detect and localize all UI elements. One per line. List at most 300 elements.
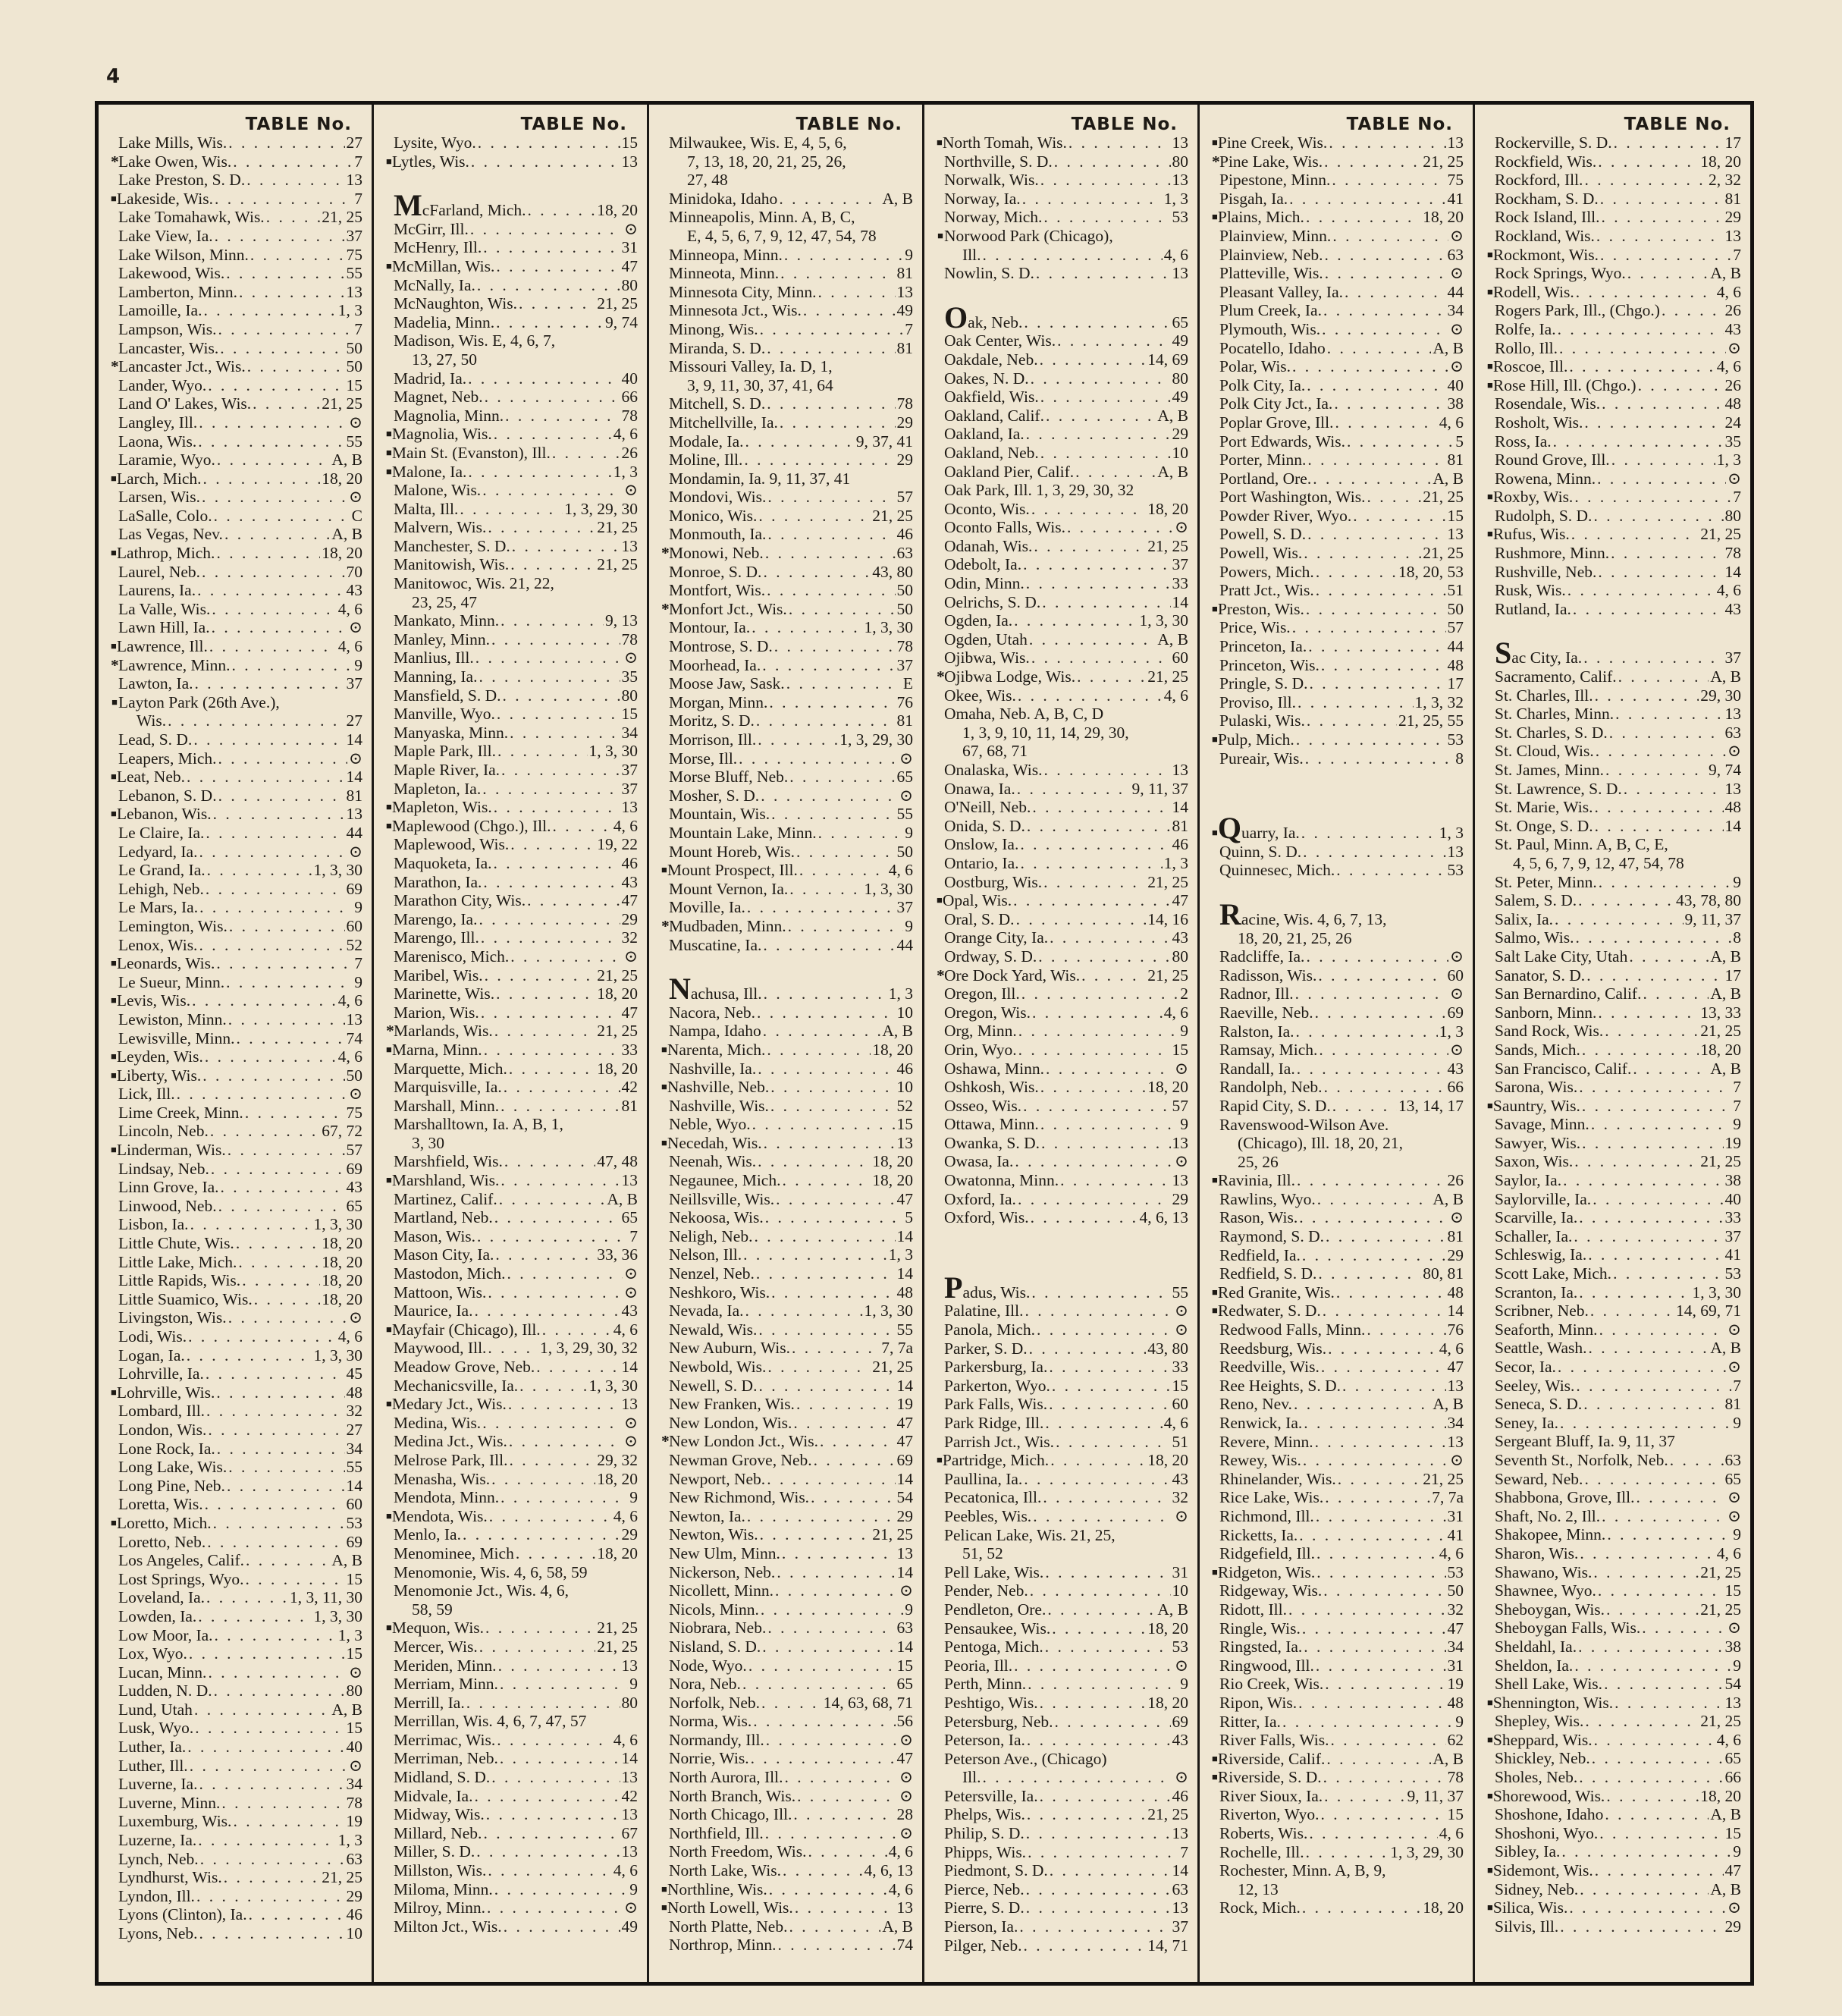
station-name-text: 25, 26	[1238, 1152, 1279, 1171]
station-name-text: Oakland Pier, Calif.	[944, 462, 1075, 481]
dot-leader	[1020, 835, 1170, 854]
table-number: 1, 3	[1163, 853, 1188, 872]
station-name	[1219, 1656, 1314, 1675]
station-name-text: Merrill, Ia.	[394, 1693, 465, 1712]
station-name-text: Mansfield, S. D.	[394, 686, 501, 705]
station-name	[1493, 246, 1599, 265]
dot-leader	[1336, 861, 1445, 880]
station-name-text: Niobrara, Neb.	[669, 1619, 767, 1638]
station-name	[669, 656, 761, 675]
station-entry	[1487, 1470, 1741, 1489]
station-name	[117, 469, 202, 488]
station-entry	[1212, 283, 1464, 302]
table-number: 9	[1733, 872, 1741, 891]
table-number: ⊙	[1174, 518, 1188, 537]
station-name-text: Oral, S. D.	[944, 909, 1015, 928]
station-name-text: Morse Bluff, Neb.	[669, 768, 789, 787]
station-name-text: St. Cloud, Wis.	[1495, 742, 1594, 761]
dot-leader	[1045, 1414, 1162, 1433]
station-name-text: Lawrence, Ill.	[116, 637, 208, 656]
station-name	[1219, 1805, 1319, 1824]
station-name	[669, 488, 766, 507]
station-entry	[1487, 133, 1741, 152]
station-name	[394, 705, 495, 724]
dot-leader	[470, 220, 623, 239]
dot-leader	[1057, 331, 1170, 350]
table-number: 50	[346, 338, 362, 357]
station-name	[394, 686, 501, 705]
station-name-text: St. Lawrence, S. D.	[1495, 779, 1622, 798]
station-name-text: Lowden, Ia.	[118, 1606, 197, 1625]
station-name	[117, 768, 185, 787]
dot-leader	[761, 1600, 903, 1619]
station-entry	[937, 425, 1188, 444]
station-entry	[111, 1290, 362, 1309]
table-number: 21, 25	[1423, 544, 1464, 563]
station-name	[118, 432, 196, 451]
station-name	[962, 724, 1129, 743]
station-entry	[386, 1283, 638, 1302]
station-name-text: La Valle, Wis.	[118, 599, 211, 618]
station-name	[669, 1171, 780, 1190]
station-name	[118, 1887, 195, 1906]
table-number: 65	[1172, 312, 1188, 331]
station-name	[1219, 1097, 1331, 1116]
station-name	[1219, 581, 1314, 600]
station-name	[669, 1842, 806, 1861]
table-number: 4, 6	[1163, 1414, 1188, 1432]
station-entry	[386, 1432, 638, 1451]
station-name	[1495, 469, 1596, 488]
station-name-text: Lake Preston, S. D.	[118, 171, 246, 190]
station-name	[1495, 339, 1558, 358]
dot-leader	[1307, 525, 1445, 544]
dot-leader	[1056, 1433, 1170, 1452]
dot-leader	[1302, 1619, 1446, 1638]
station-name-text: Pentoga, Mich.	[944, 1638, 1043, 1656]
table-number: 47	[1172, 891, 1188, 910]
station-name-text: St. Charles, Ill.	[1495, 686, 1593, 705]
station-name	[394, 947, 509, 966]
station-entry	[386, 444, 638, 463]
station-entry	[111, 1700, 362, 1719]
station-name-text: Mapleton, Wis.	[391, 798, 492, 817]
station-entry	[111, 1402, 362, 1421]
dot-leader	[1580, 1544, 1715, 1563]
table-number: 21, 25	[597, 1022, 638, 1041]
station-entry	[386, 1041, 638, 1060]
station-name-text: Palatine, Ill.	[944, 1302, 1024, 1320]
table-number: 49	[1172, 331, 1188, 350]
station-name-text: Riverton, Wyo.	[1219, 1805, 1320, 1824]
station-name	[394, 537, 510, 556]
station-name	[394, 928, 479, 947]
table-number: 13	[346, 1010, 362, 1028]
dot-leader	[1316, 563, 1397, 582]
table-number: 18, 20	[322, 1252, 362, 1271]
station-name-text: Rice Lake, Wis.	[1219, 1488, 1324, 1507]
station-name	[1219, 1824, 1307, 1843]
station-name	[1218, 1563, 1315, 1582]
station-name	[1219, 1414, 1302, 1433]
table-number: 33, 36	[597, 1245, 638, 1264]
dot-leader	[1304, 1638, 1445, 1656]
dot-leader	[769, 1880, 887, 1899]
table-number: 15	[896, 1656, 913, 1675]
station-name	[944, 1917, 1018, 1936]
station-name-text: Pelican Lake, Wis. 21, 25,	[944, 1525, 1116, 1544]
table-number: 78	[1724, 544, 1741, 563]
station-entry	[937, 1861, 1188, 1880]
station-entry	[1487, 1264, 1741, 1283]
station-name-text: Luther, Ia.	[118, 1738, 187, 1757]
station-entry	[661, 749, 913, 768]
station-name	[412, 1600, 453, 1619]
station-name	[394, 481, 481, 500]
dot-leader	[463, 1525, 620, 1544]
station-name	[944, 1656, 1012, 1675]
dot-leader	[205, 1495, 345, 1514]
dot-leader	[213, 1514, 345, 1533]
dot-leader	[742, 1675, 896, 1694]
station-name	[669, 413, 778, 432]
station-name-text: Mayfair (Chicago), Ill.	[391, 1320, 541, 1339]
station-name-text: Ogden, Utah	[944, 630, 1028, 648]
table-number: A, B	[1432, 1189, 1464, 1208]
station-name-text: Nowlin, S. D.	[944, 264, 1034, 283]
dot-leader	[793, 1414, 895, 1433]
dot-leader	[1081, 966, 1146, 985]
table-number: A, B	[1710, 947, 1741, 966]
table-number: 41	[1724, 1245, 1741, 1264]
station-entry	[111, 1794, 362, 1813]
station-name-text: Peterson Ave., (Chicago)	[944, 1749, 1107, 1768]
station-entry	[1212, 947, 1464, 966]
station-name	[944, 1152, 1013, 1171]
dot-leader	[763, 936, 895, 955]
station-name	[1495, 1451, 1668, 1470]
dot-leader	[1052, 1619, 1146, 1638]
table-number: 13	[1172, 1133, 1188, 1152]
station-name	[1495, 1805, 1603, 1824]
station-entry	[1487, 1414, 1741, 1433]
station-name	[1495, 1917, 1558, 1936]
station-name	[944, 1377, 1050, 1396]
station-entry	[111, 394, 362, 413]
station-entry	[1212, 544, 1464, 563]
station-name	[1495, 1377, 1574, 1396]
station-name	[1219, 432, 1345, 451]
table-number: 18, 20	[322, 544, 362, 563]
table-number: ⊙	[1727, 1506, 1741, 1525]
table-number: 9	[905, 916, 913, 935]
station-name	[1495, 1470, 1583, 1489]
dot-leader	[466, 1694, 620, 1713]
table-number: 55	[1172, 1283, 1188, 1302]
dot-leader	[818, 824, 904, 843]
station-name	[1219, 152, 1323, 171]
dot-leader	[510, 724, 620, 743]
station-name-text: Salmo, Wis.	[1495, 928, 1574, 947]
station-entry	[1487, 563, 1741, 582]
dot-leader	[1602, 394, 1723, 413]
station-name	[118, 1402, 205, 1421]
station-name-text: Sheldahl, Ia.	[1495, 1637, 1577, 1656]
dot-leader	[246, 1551, 330, 1570]
dot-leader	[1563, 1171, 1723, 1190]
dot-leader	[1574, 1152, 1699, 1171]
table-number: 9	[1180, 1675, 1188, 1694]
table-number: ⊙	[1449, 357, 1464, 376]
station-name-text: Salt Lake City, Utah	[1495, 947, 1628, 966]
station-name	[394, 1470, 490, 1489]
station-entry	[111, 1253, 362, 1272]
station-name	[1219, 1060, 1295, 1079]
station-name-text: Mount Horeb, Wis.	[669, 842, 795, 861]
station-name-text: McNally, Ia.	[394, 275, 475, 294]
table-number: 34	[1447, 1638, 1464, 1656]
table-number: 7, 7a	[881, 1339, 913, 1358]
dot-leader	[1050, 1451, 1146, 1470]
station-name-text: Marquette, Mich.	[394, 1059, 507, 1078]
station-name	[944, 444, 1039, 463]
station-name-text: Montour, Ia.	[669, 618, 751, 637]
station-name	[944, 667, 1075, 686]
station-entry	[1487, 1041, 1741, 1060]
dot-leader	[1032, 1003, 1163, 1022]
station-name	[944, 1675, 1026, 1694]
station-name	[1495, 1208, 1577, 1227]
table-number: 13, 14, 17	[1398, 1096, 1464, 1115]
dot-leader	[501, 611, 604, 630]
station-name-text: Levis, Wis.	[116, 991, 191, 1010]
station-name	[394, 1768, 490, 1787]
station-name-text: Ojibwa, Wis.	[944, 648, 1030, 667]
dot-leader	[1599, 1824, 1723, 1843]
station-name-text: 51, 52	[962, 1544, 1003, 1563]
station-name-text: Sand Rock, Wis.	[1495, 1022, 1604, 1041]
station-name-text: 12, 13	[1238, 1879, 1279, 1898]
dot-leader	[1609, 724, 1724, 743]
station-name	[962, 742, 1028, 761]
dot-leader	[1040, 444, 1171, 463]
dot-leader	[1323, 1581, 1445, 1600]
station-name-text: Ringwood, Ill.	[1219, 1656, 1314, 1675]
station-entry	[386, 425, 638, 444]
station-entry	[1212, 929, 1464, 948]
station-name-text: Milton Jct., Wis.	[394, 1917, 502, 1936]
station-name	[669, 190, 777, 209]
dot-leader	[982, 246, 1162, 265]
station-name-text: Marshall, Minn.	[394, 1096, 500, 1115]
station-name-text: Rockmont, Wis.	[1492, 245, 1599, 264]
dot-leader	[1345, 283, 1446, 302]
station-name-text: Rosholt, Wis.	[1495, 413, 1583, 432]
table-number: 21, 25	[1700, 1712, 1741, 1731]
table-number: 55	[896, 1320, 913, 1339]
station-entry	[111, 1850, 362, 1869]
station-name-text: Piedmont, S. D.	[944, 1861, 1048, 1880]
station-name	[667, 1898, 793, 1917]
station-entry	[1487, 1619, 1741, 1638]
station-name	[1495, 667, 1617, 686]
dot-leader	[797, 1787, 898, 1806]
station-entry	[1487, 1805, 1741, 1824]
table-number: 75	[346, 1103, 362, 1122]
dot-leader	[811, 1488, 895, 1507]
station-entry	[386, 1264, 638, 1283]
dot-leader	[1594, 1731, 1715, 1750]
table-number: ⊙	[1174, 1320, 1188, 1339]
station-entry	[111, 1141, 362, 1160]
dot-leader	[1033, 1507, 1173, 1526]
station-name	[669, 1749, 749, 1768]
station-name-text: Milwaukee, Wis. E, 4, 5, 6,	[669, 133, 847, 152]
station-entry	[386, 705, 638, 724]
station-name	[1219, 1731, 1329, 1750]
station-name	[118, 1831, 196, 1850]
station-name-text: Mondamin, Ia. 9, 11, 37, 41	[669, 469, 851, 488]
table-number: 81	[896, 711, 913, 730]
station-name-text: Morrison, Ill.	[669, 730, 757, 749]
station-name-text: Lynch, Neb.	[118, 1849, 199, 1868]
dot-leader	[199, 843, 347, 862]
station-name	[669, 768, 788, 787]
station-name-text: Malone, Wis.	[394, 481, 482, 500]
station-name-text: Shorewood, Wis.	[1492, 1786, 1605, 1805]
station-name-text: Ralston, Ia.	[1219, 1022, 1294, 1041]
station-entry	[1487, 1544, 1741, 1563]
station-entry	[111, 1364, 362, 1383]
station-name	[669, 1694, 760, 1713]
dot-leader	[1046, 1060, 1173, 1079]
station-name-text: Onawa, Ia.	[944, 779, 1015, 798]
station-entry	[1487, 798, 1741, 817]
station-name-text: Shawano, Wis.	[1495, 1562, 1593, 1581]
station-entry	[1487, 780, 1741, 799]
station-name-text: Quinnesec, Mich.	[1219, 861, 1335, 880]
station-entry	[1212, 1116, 1464, 1135]
station-name-text: Little Rapids, Wis.	[118, 1271, 241, 1290]
table-number: 46	[896, 1059, 913, 1078]
station-entry	[1487, 1339, 1741, 1358]
station-entry	[937, 947, 1188, 966]
station-name-text: Lead, S. D.	[118, 730, 193, 749]
station-name-text: Saylorville, Ia.	[1495, 1189, 1592, 1208]
table-number: 80	[1172, 152, 1188, 171]
station-name-text: Manley, Minn.	[394, 630, 490, 648]
station-name	[394, 518, 486, 537]
dot-leader	[1670, 1451, 1724, 1470]
station-entry	[1212, 1488, 1464, 1507]
station-name	[118, 1924, 198, 1943]
station-name	[394, 1283, 486, 1302]
dot-leader	[1306, 208, 1421, 227]
table-number: 32	[621, 928, 638, 947]
station-entry	[1212, 1470, 1464, 1489]
dot-leader	[1326, 1750, 1431, 1769]
dot-leader	[780, 413, 896, 432]
dot-leader	[477, 276, 620, 295]
station-entry	[1487, 171, 1741, 190]
station-name	[1495, 1432, 1675, 1451]
table-number: ⊙	[1174, 1506, 1188, 1525]
dot-leader	[767, 339, 895, 358]
station-entry	[386, 1824, 638, 1843]
station-name-text: Magnolia, Wis.	[391, 425, 492, 444]
station-name	[669, 1805, 792, 1824]
dot-leader	[1029, 630, 1156, 649]
table-number: ⊙	[623, 1264, 638, 1283]
station-name	[117, 1514, 212, 1533]
station-entry	[937, 1563, 1188, 1582]
section-gap	[1212, 880, 1464, 906]
station-entry	[661, 1451, 913, 1470]
station-name	[1219, 1022, 1294, 1041]
station-name	[962, 246, 981, 265]
table-number: 4, 6	[1716, 1730, 1741, 1749]
station-name-text: 7, 13, 18, 20, 21, 25, 26,	[687, 152, 846, 171]
station-name	[944, 1600, 1046, 1619]
dot-leader	[1045, 1638, 1171, 1656]
station-name-text: Lombard, Ill.	[118, 1402, 206, 1421]
dot-leader	[1043, 208, 1170, 227]
table-number: 43, 78, 80	[1676, 891, 1741, 910]
station-entry	[386, 1712, 638, 1731]
station-name-text: Merrimac, Wis.	[394, 1730, 496, 1749]
station-name	[118, 1588, 205, 1607]
dot-leader	[238, 1253, 320, 1272]
dot-leader	[1026, 425, 1171, 444]
station-entry	[386, 1190, 638, 1209]
station-name-text: Ringsted, Ia.	[1219, 1638, 1303, 1656]
dot-leader	[808, 1842, 886, 1861]
dot-leader	[1309, 674, 1445, 693]
station-name	[118, 339, 218, 358]
station-name-text: Rock, Mich.	[1219, 1898, 1301, 1917]
station-name-text: Ill.	[962, 245, 981, 264]
station-entry	[1212, 133, 1464, 152]
station-name-text: Pierce, Neb.	[944, 1879, 1025, 1898]
station-entry	[661, 972, 913, 1006]
station-name	[1495, 1358, 1556, 1377]
station-name	[944, 369, 1029, 388]
dot-leader	[199, 1775, 344, 1794]
station-name-text: Madelia, Minn.	[394, 312, 495, 331]
station-name-text: Rock Springs, Wyo.	[1495, 264, 1626, 283]
station-name	[944, 705, 1103, 724]
station-name	[1219, 1451, 1301, 1470]
station-name	[1495, 1768, 1577, 1787]
station-entry	[1212, 1898, 1464, 1917]
station-name	[944, 1414, 1043, 1433]
station-name	[1219, 376, 1305, 395]
station-name	[394, 388, 483, 407]
dot-leader	[1040, 388, 1171, 407]
station-name-text: Orange City, Ia.	[944, 928, 1049, 947]
station-entry	[386, 1339, 638, 1358]
table-number: 1, 3, 30	[1692, 1283, 1741, 1302]
dot-leader	[1321, 1358, 1446, 1377]
station-name-text: North Lake, Wis.	[669, 1861, 782, 1880]
station-name-text: Mapleton, Ia.	[394, 779, 482, 798]
dot-leader	[1049, 1395, 1170, 1414]
station-entry	[1212, 1041, 1464, 1060]
table-number: 4, 6	[1163, 686, 1188, 705]
station-name-text: Shakopee, Minn.	[1495, 1525, 1606, 1544]
table-number: 4, 6	[888, 1879, 913, 1898]
station-entry	[937, 190, 1188, 209]
